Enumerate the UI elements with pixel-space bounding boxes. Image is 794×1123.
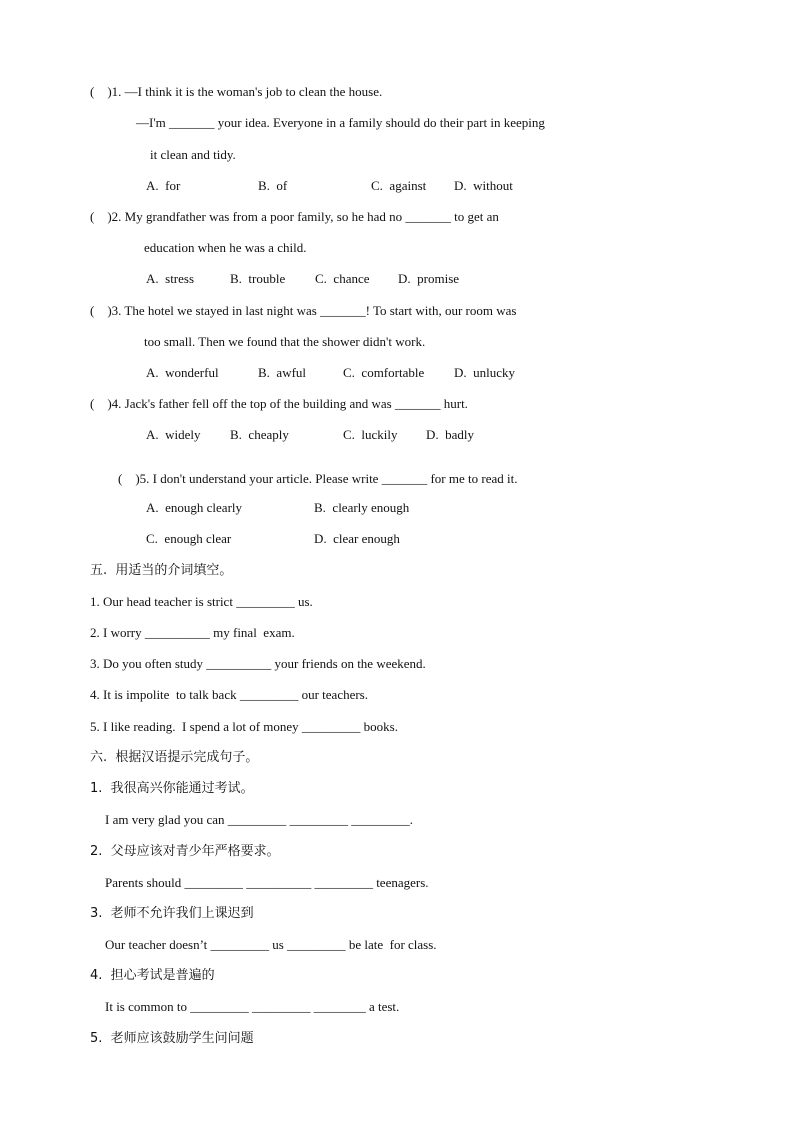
q4-option-a: A. widely: [146, 427, 201, 442]
section6-item-3-sentence: Our teacher doesn’t _________ us _________ be late for class.: [105, 937, 437, 952]
q2-option-c: C. chance: [315, 271, 370, 286]
q1-stem-cont2: it clean and tidy.: [150, 147, 236, 162]
q5-option-a: A. enough clearly: [146, 500, 243, 515]
q3-stem: ( )3. The hotel we stayed in last night was _______! To start with, our room was: [90, 303, 517, 318]
section6-heading: 六. 根据汉语提示完成句子。: [90, 750, 259, 765]
section6-item-5-prompt: 5. 老师应该鼓励学生问问题: [90, 1031, 254, 1046]
q2-stem: ( )2. My grandfather was from a poor family, so he had no _______ to get an: [90, 209, 499, 224]
q2-option-a: A. stress: [146, 271, 195, 286]
q3-option-c: C. comfortable: [343, 365, 425, 380]
section5-item-1: 1. Our head teacher is strict _________ us.: [90, 594, 313, 609]
q1-stem-cont: —I'm _______ your idea. Everyone in a family should do their part in keeping: [136, 115, 545, 130]
q1-option-b: B. of: [258, 178, 288, 193]
q3-option-a: A. wonderful: [146, 365, 219, 380]
q5-option-b: B. clearly enough: [314, 500, 410, 515]
section5-item-2: 2. I worry __________ my final exam.: [90, 625, 295, 640]
section6-item-2-sentence: Parents should _________ __________ _________ teenagers.: [105, 875, 429, 890]
q3-option-b: B. awful: [258, 365, 307, 380]
section5-item-5: 5. I like reading. I spend a lot of money _________ books.: [90, 719, 398, 734]
q2-stem-cont: education when he was a child.: [144, 240, 307, 255]
q3-stem-cont: too small. Then we found that the shower didn't work.: [144, 334, 426, 349]
q5-option-d: D. clear enough: [314, 531, 400, 546]
q4-option-b: B. cheaply: [230, 427, 289, 442]
q1-option-a: A. for: [146, 178, 181, 193]
section5-heading: 五. 用适当的介词填空。: [90, 563, 233, 578]
section5-item-3: 3. Do you often study __________ your friends on the weekend.: [90, 656, 426, 671]
q1-option-c: C. against: [371, 178, 427, 193]
q2-option-b: B. trouble: [230, 271, 286, 286]
section6-item-2-prompt: 2. 父母应该对青少年严格要求。: [90, 844, 280, 859]
section6-item-1-prompt: 1. 我很高兴你能通过考试。: [90, 781, 254, 796]
section6-item-4-prompt: 4. 担心考试是普遍的: [90, 968, 215, 983]
section6-item-3-prompt: 3. 老师不允许我们上课迟到: [90, 906, 254, 921]
section6-item-1-sentence: I am very glad you can _________ _________ _________.: [105, 812, 413, 827]
q4-option-c: C. luckily: [343, 427, 398, 442]
q5-stem: ( )5. I don't understand your article. Please write _______ for me to read it.: [118, 471, 518, 486]
q1-stem: ( )1. —I think it is the woman's job to clean the house.: [90, 84, 383, 99]
section5-item-4: 4. It is impolite to talk back _________ our teachers.: [90, 687, 368, 702]
q4-stem: ( )4. Jack's father fell off the top of the building and was _______ hurt.: [90, 396, 468, 411]
q2-option-d: D. promise: [398, 271, 460, 286]
q1-option-d: D. without: [454, 178, 513, 193]
q5-option-c: C. enough clear: [146, 531, 232, 546]
q3-option-d: D. unlucky: [454, 365, 516, 380]
section6-item-4-sentence: It is common to _________ _________ ________ a test.: [105, 999, 400, 1014]
q4-option-d: D. badly: [426, 427, 475, 442]
